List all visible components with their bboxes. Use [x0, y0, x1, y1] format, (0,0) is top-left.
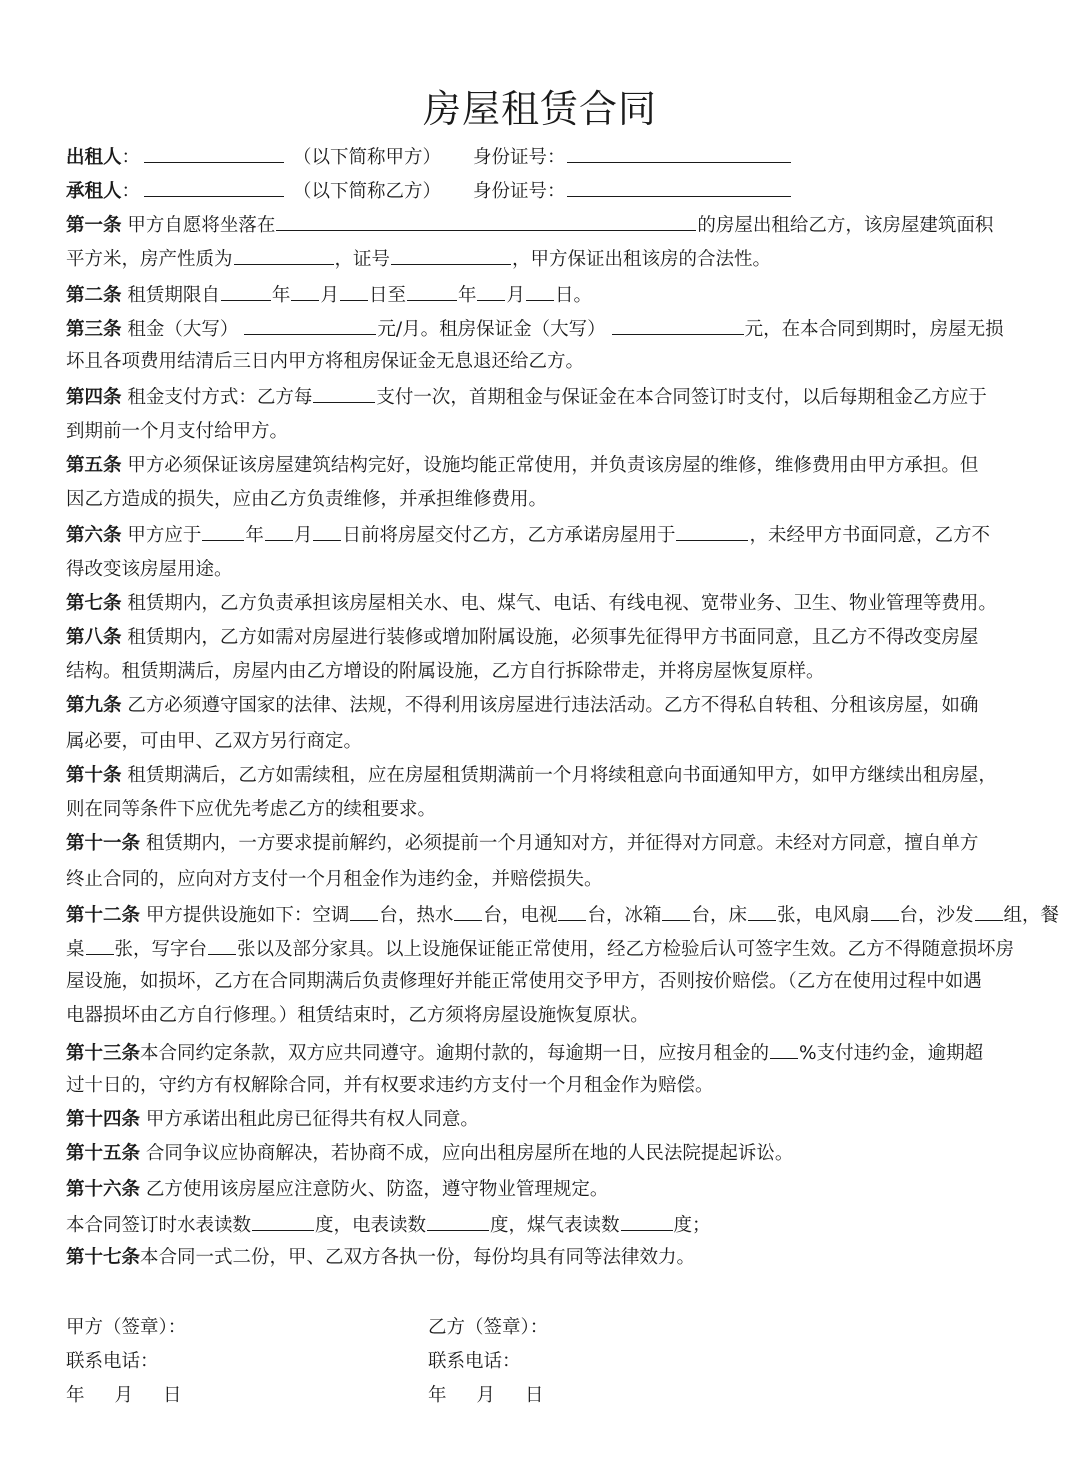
article-text: 月 [506, 285, 525, 306]
article-heading: 第十条 [66, 765, 122, 786]
article-heading: 第十五条 [66, 1143, 141, 1164]
electric-meter-field[interactable] [427, 1211, 489, 1231]
document-title: 房屋租赁合同 [422, 87, 657, 131]
article-heading: 第十四条 [66, 1109, 141, 1130]
article-5-line-2 [66, 487, 1026, 513]
fridge-count-field[interactable] [662, 901, 690, 921]
article-text: 日。 [555, 285, 593, 306]
lessor-name-field[interactable] [144, 143, 284, 163]
article-text: ，证号 [334, 249, 391, 270]
date-day: 日 [525, 1385, 544, 1406]
article-9-line-1 [66, 693, 1026, 719]
article-11-line-1 [66, 831, 1026, 857]
delivery-month-field[interactable] [265, 521, 293, 541]
article-heading: 第八条 [66, 627, 122, 648]
lessee-name-field[interactable] [144, 177, 284, 197]
article-text: ，甲方保证出租该房的合法性。 [512, 249, 772, 270]
article-text: 的房屋出租给乙方，该房屋建筑面积 [697, 215, 994, 236]
article-text: 元/月。租房保证金（大写） [377, 319, 606, 340]
end-month-field[interactable] [477, 281, 505, 301]
article-text: 日前将房屋交付乙方，乙方承诺房屋用于 [342, 525, 676, 546]
article-heading: 第二条 [66, 285, 122, 306]
tv-count-field[interactable] [558, 901, 586, 921]
article-heading: 第十七条 [66, 1247, 141, 1268]
article-text: 到期前一个月支付给甲方。 [66, 421, 289, 442]
gas-meter-field[interactable] [621, 1211, 673, 1231]
date-year: 年 [66, 1385, 85, 1406]
article-text: 度； [673, 1215, 711, 1236]
end-day-field[interactable] [526, 281, 554, 301]
article-12-line-1 [66, 901, 1060, 929]
article-text: 合同争议应协商解决，若协商不成，应向出租房屋所在地的人民法院提起诉讼。 [145, 1143, 794, 1164]
end-year-field[interactable] [407, 281, 457, 301]
start-year-field[interactable] [221, 281, 271, 301]
article-heading: 第六条 [66, 525, 122, 546]
article-text: 租赁期内，乙方如需对房屋进行装修或增加附属设施，必须事先征得甲方书面同意，且乙方不得改变房屋 [127, 627, 979, 648]
article-text: 平方米，房产性质为 [66, 249, 233, 270]
article-text: 租赁期内，乙方负责承担该房屋相关水、电、煤气、电话、有线电视、宽带业务、卫生、物业管理等费用。 [127, 593, 997, 614]
article-6-line-1 [66, 521, 1026, 549]
party-b-phone-label: 联系电话： [428, 1351, 521, 1372]
date-month: 月 [114, 1385, 134, 1406]
article-text: 结构。租赁期满后，房屋内由乙方增设的附属设施，乙方自行拆除带走，并将房屋恢复原样。 [66, 661, 825, 682]
ac-count-field[interactable] [350, 901, 378, 921]
article-text: 本合同约定条款，双方应共同遵守。逾期付款的，每逾期一日，应按月租金的 [140, 1043, 770, 1064]
article-text: %支付违约金，逾期超 [799, 1043, 984, 1064]
property-nature-field[interactable] [234, 245, 334, 265]
article-text: 电器损坏由乙方自行修理。）租赁结束时，乙方须将房屋设施恢复原状。 [66, 1005, 649, 1026]
article-text: 租赁期满后，乙方如需续租，应在房屋租赁期满前一个月将续租意向书面通知甲方，如甲方继续出租房屋， [127, 765, 997, 786]
article-text: 租金支付方式：乙方每 [127, 387, 313, 408]
article-heading: 第十三条 [66, 1043, 141, 1064]
property-location-field[interactable] [276, 211, 696, 231]
article-text: 属必要，可由甲、乙双方另行商定。 [66, 731, 363, 752]
article-15 [66, 1141, 1026, 1167]
article-text: 乙方必须遵守国家的法律、法规，不得利用该房屋进行违法活动。乙方不得私自转租、分租该房屋，如确 [127, 695, 979, 716]
article-5-line-1 [66, 453, 1026, 479]
article-12-line-3 [66, 969, 1026, 995]
article-14 [66, 1107, 1026, 1133]
meter-readings [66, 1211, 1026, 1239]
lessor-line [66, 143, 1026, 171]
article-16 [66, 1177, 1026, 1203]
penalty-percent-field[interactable] [770, 1039, 798, 1059]
article-4-line-1 [66, 383, 1026, 411]
article-text: 张，电风扇 [776, 905, 870, 926]
article-heading: 第九条 [66, 695, 122, 716]
article-9-line-2 [66, 729, 1026, 755]
rent-amount-field[interactable] [244, 315, 376, 335]
article-text: 元，在本合同到期时，房屋无损 [744, 319, 1004, 340]
article-heading: 第一条 [66, 215, 122, 236]
fan-count-field[interactable] [871, 901, 899, 921]
article-10-line-1 [66, 763, 1026, 789]
lessee-id-field[interactable] [567, 177, 791, 197]
article-text: 坏且各项费用结清后三日内甲方将租房保证金无息退还给乙方。 [66, 351, 585, 372]
article-10-line-2 [66, 797, 1026, 823]
article-text: 本合同一式二份，甲、乙双方各执一份，每份均具有同等法律效力。 [140, 1247, 696, 1268]
article-text: 则在同等条件下应优先考虑乙方的续租要求。 [66, 799, 437, 820]
article-1-line-2 [66, 245, 1026, 273]
article-text: 月 [293, 525, 313, 546]
article-text: 租赁期限自 [127, 285, 220, 306]
article-text: 台，沙发 [899, 905, 974, 926]
date-month: 月 [476, 1385, 496, 1406]
deposit-amount-field[interactable] [612, 315, 744, 335]
article-text: 屋设施，如损坏，乙方在合同期满后负责修理好并能正常使用交予甲方，否则按价赔偿。（乙方在使用过程中如遇 [66, 971, 982, 992]
article-text: 度，煤气表读数 [490, 1215, 620, 1236]
article-text: 得改变该房屋用途。 [66, 559, 233, 580]
article-text: 台，热水 [379, 905, 454, 926]
article-text: 终止合同的，应向对方支付一个月租金作为违约金，并赔偿损失。 [66, 869, 603, 890]
article-heading: 第三条 [66, 319, 122, 340]
lessee-line [66, 177, 1026, 205]
article-13-line-2 [66, 1073, 1026, 1099]
bed-count-field[interactable] [748, 901, 776, 921]
article-8-line-1 [66, 625, 1026, 651]
delivery-day-field[interactable] [313, 521, 341, 541]
article-text: 甲方自愿将坐落在 [127, 215, 276, 236]
article-heading: 第十一条 [66, 833, 141, 854]
article-text: 台，床 [691, 905, 747, 926]
article-6-line-2 [66, 557, 1026, 583]
article-text: 乙方使用该房屋应注意防火、防盗，遵守物业管理规定。 [145, 1179, 609, 1200]
article-12-line-2 [66, 935, 1026, 963]
article-text: 支付一次，首期租金与保证金在本合同签订时支付，以后每期租金乙方应于 [376, 387, 987, 408]
article-text: 年 [271, 285, 291, 306]
article-text: 甲方提供设施如下：空调 [145, 905, 350, 926]
article-text: 本合同签订时水表读数 [66, 1215, 252, 1236]
article-8-line-2 [66, 659, 1026, 685]
water-heater-count-field[interactable] [454, 901, 482, 921]
party-a-date [66, 1383, 182, 1409]
article-text: 甲方承诺出租此房已征得共有权人同意。 [145, 1109, 479, 1130]
article-12-line-4 [66, 1003, 1026, 1029]
article-text: 年 [245, 525, 264, 546]
lessee-id-label: 身份证号： [473, 181, 566, 202]
party-a-signature-label: 甲方（签章）： [66, 1317, 187, 1338]
payment-period-field[interactable] [313, 383, 375, 403]
party-b-date [428, 1383, 544, 1409]
water-meter-field[interactable] [252, 1211, 314, 1231]
article-text: 日至 [368, 285, 406, 306]
article-text: 甲方必须保证该房屋建筑结构完好，设施均能正常使用，并负责该房屋的维修，维修费用由甲方承担。但 [127, 455, 979, 476]
delivery-year-field[interactable] [202, 521, 244, 541]
article-11-line-2 [66, 867, 1026, 893]
article-text: 月 [320, 285, 339, 306]
lessee-label: 承租人 [66, 181, 122, 202]
dining-table-count-field[interactable] [86, 935, 114, 955]
article-7 [66, 591, 1026, 617]
article-heading: 第十六条 [66, 1179, 141, 1200]
date-year: 年 [428, 1385, 447, 1406]
article-4-line-2 [66, 419, 1026, 445]
start-day-field[interactable] [340, 281, 368, 301]
article-text: 台，冰箱 [587, 905, 662, 926]
article-text: 桌 [66, 939, 85, 960]
article-text: 过十日的，守约方有权解除合同，并有权要求违约方支付一个月租金作为赔偿。 [66, 1075, 714, 1096]
article-text: 张以及部分家具。以上设施保证能正常使用，经乙方检验后认可签字生效。乙方不得随意损坏房 [237, 939, 1015, 960]
party-b-signature-label: 乙方（签章）： [428, 1317, 549, 1338]
article-17 [66, 1245, 1026, 1271]
article-1-line-1 [66, 211, 1026, 239]
article-text: ，未经甲方书面同意，乙方不 [749, 525, 990, 546]
colon: ： [121, 147, 141, 168]
lessor-id-label: 身份证号： [473, 147, 566, 168]
certificate-number-field[interactable] [391, 245, 511, 265]
article-text: 组，餐 [1003, 905, 1060, 926]
lessor-id-field[interactable] [567, 143, 791, 163]
house-usage-field[interactable] [676, 521, 748, 541]
article-text: 租金（大写） [127, 319, 239, 340]
article-heading: 第十二条 [66, 905, 141, 926]
article-3-line-1 [66, 315, 1026, 343]
desk-count-field[interactable] [208, 935, 236, 955]
article-text: 租赁期内，一方要求提前解约，必须提前一个月通知对方，并征得对方同意。未经对方同意，擅自单方 [145, 833, 979, 854]
sofa-count-field[interactable] [975, 901, 1003, 921]
article-13-line-1 [66, 1039, 1026, 1067]
article-text: 度，电表读数 [315, 1215, 427, 1236]
lessor-alias: （以下简称甲方） [293, 147, 442, 168]
lessee-alias: （以下简称乙方） [293, 181, 442, 202]
start-month-field[interactable] [291, 281, 319, 301]
lessor-label: 出租人 [66, 147, 122, 168]
article-heading: 第四条 [66, 387, 122, 408]
article-2 [66, 281, 1026, 309]
article-heading: 第五条 [66, 455, 122, 476]
article-text: 因乙方造成的损失，应由乙方负责维修，并承担维修费用。 [66, 489, 548, 510]
article-text: 年 [457, 285, 477, 306]
article-3-line-2 [66, 349, 1026, 375]
article-text: 台，电视 [483, 905, 558, 926]
article-heading: 第七条 [66, 593, 122, 614]
article-text: 张，写字台 [114, 939, 208, 960]
article-text: 甲方应于 [127, 525, 202, 546]
party-a-phone-label: 联系电话： [66, 1351, 159, 1372]
colon: ： [121, 181, 141, 202]
date-day: 日 [163, 1385, 182, 1406]
